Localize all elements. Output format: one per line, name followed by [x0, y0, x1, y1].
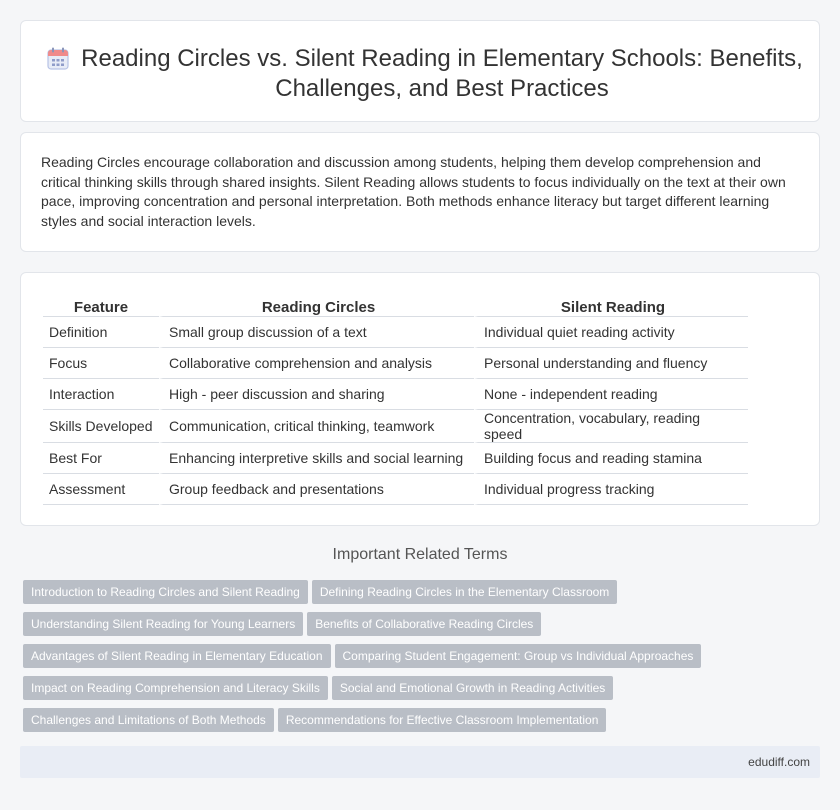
table-cell: Assessment: [43, 474, 159, 505]
related-term-link[interactable]: Impact on Reading Comprehension and Literacy Skills: [23, 676, 328, 700]
footer-brand-link[interactable]: edudiff.com: [748, 755, 810, 769]
table-row: [43, 443, 748, 474]
footer: [20, 746, 820, 778]
comparison-table: [43, 297, 748, 505]
related-term-link[interactable]: Benefits of Collaborative Reading Circles: [307, 612, 541, 636]
related-term-link[interactable]: Social and Emotional Growth in Reading Activities: [332, 676, 613, 700]
table-cell: Definition: [43, 317, 159, 348]
table-row: [43, 348, 748, 379]
summary-card: [20, 132, 820, 252]
table-cell: Skills Developed: [43, 410, 159, 443]
table-header-row: [43, 297, 748, 317]
tag-row: [23, 676, 803, 708]
related-term-link[interactable]: Recommendations for Effective Classroom Implementation: [278, 708, 607, 732]
table-cell: Individual quiet reading activity: [474, 317, 748, 348]
tag-row: [23, 612, 803, 644]
table-cell: Best For: [43, 443, 159, 474]
table-row: [43, 379, 748, 410]
summary-text: Reading Circles encourage collaboration and discussion among students, helping them develop comprehension and critical thinking skills through shared insights. Silent Reading allows students to focus individually on the text at their own pace, improving concentration and personal interpretation. Both methods enhance literacy but target different learning styles and social interaction levels.: [41, 154, 786, 229]
related-terms-heading: Important Related Terms: [332, 546, 508, 563]
header-card: [20, 20, 820, 122]
related-term-link[interactable]: Understanding Silent Reading for Young Learners: [23, 612, 303, 636]
table-cell: Collaborative comprehension and analysis: [159, 348, 474, 379]
table-row: [43, 474, 748, 505]
table-cell: High - peer discussion and sharing: [159, 379, 474, 410]
related-term-link[interactable]: Advantages of Silent Reading in Elementary Education: [23, 644, 331, 668]
related-term-link[interactable]: Challenges and Limitations of Both Methods: [23, 708, 274, 732]
related-term-link[interactable]: Defining Reading Circles in the Elementary Classroom: [312, 580, 617, 604]
table-cell: Personal understanding and fluency: [474, 348, 748, 379]
table-row: [43, 317, 748, 348]
table-cell: Building focus and reading stamina: [474, 443, 748, 474]
table-cell: Concentration, vocabulary, reading speed: [474, 410, 748, 443]
table-cell: Interaction: [43, 379, 159, 410]
table-cell: Focus: [43, 348, 159, 379]
page-title: Reading Circles vs. Silent Reading in Elementary Schools: Benefits, Challenges, and Best Practices: [81, 45, 803, 102]
column-header-reading-circles: Reading Circles: [159, 297, 474, 317]
related-terms-list: [23, 580, 803, 740]
tag-row: [23, 644, 803, 676]
table-cell: Communication, critical thinking, teamwork: [159, 410, 474, 443]
table-cell: Enhancing interpretive skills and social learning: [159, 443, 474, 474]
table-cell: Individual progress tracking: [474, 474, 748, 505]
column-header-feature: Feature: [43, 297, 159, 317]
table-cell: Group feedback and presentations: [159, 474, 474, 505]
table-cell: None - independent reading: [474, 379, 748, 410]
column-header-silent-reading: Silent Reading: [474, 297, 748, 317]
related-term-link[interactable]: Comparing Student Engagement: Group vs Individual Approaches: [335, 644, 702, 668]
tag-row: [23, 580, 803, 612]
table-cell: Small group discussion of a text: [159, 317, 474, 348]
comparison-card: [20, 272, 820, 526]
table-row: [43, 410, 748, 443]
tag-row: [23, 708, 803, 740]
related-term-link[interactable]: Introduction to Reading Circles and Silent Reading: [23, 580, 308, 604]
